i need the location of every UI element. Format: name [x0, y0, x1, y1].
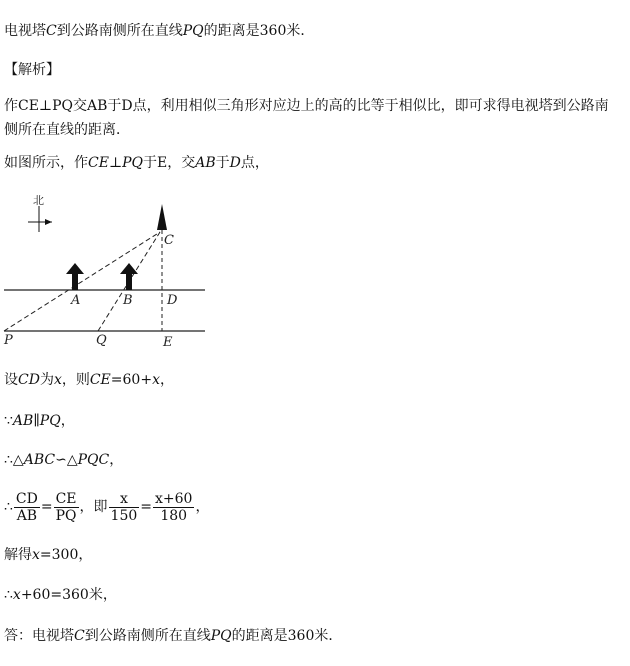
jiexi-heading: 【解析】	[4, 62, 60, 78]
step-solve: 解得x=300，	[4, 547, 93, 563]
building-a-icon	[66, 263, 84, 290]
label-a: A	[71, 293, 81, 308]
label-e: E	[163, 335, 173, 350]
fraction-x-150: $\frac{x}{150}$	[110, 490, 138, 524]
north-label: 北	[33, 194, 44, 207]
compass-icon	[28, 206, 52, 232]
fraction-cd-ab: $\frac{CD}{AB}$	[15, 490, 38, 524]
tower-icon	[157, 204, 167, 230]
construction-line: 如图所示，作CE⊥PQ于E，交AB于D点，	[4, 155, 269, 171]
step-parallel: ∵AB∥PQ，	[4, 413, 75, 429]
final-answer: 答：电视塔C到公路南侧所在直线PQ的距离是360米．	[4, 628, 343, 644]
label-d: D	[167, 293, 178, 308]
fraction-ce-pq: $\frac{CE}{PQ}$	[55, 490, 77, 524]
building-b-icon	[120, 263, 138, 290]
label-b: B	[123, 293, 133, 308]
step-similar: ∴△ABC∽△PQC，	[4, 452, 124, 468]
label-p: P	[4, 333, 13, 348]
fraction-x60-180: $\frac{x+60}{180}$	[155, 490, 193, 524]
sight-line-pc	[4, 232, 160, 331]
geometry-diagram	[0, 192, 215, 352]
answer-line-top: 电视塔C到公路南侧所在直线PQ的距离是360米．	[4, 23, 315, 39]
step-ratio: ∴ $\frac{CD}{AB}$ = $\frac{CE}{PQ}$ ，即 $\frac{x}{150}$ = $\frac{x+60}{180}$ ，	[4, 490, 210, 524]
label-c: C	[164, 233, 174, 248]
label-q: Q	[96, 333, 107, 348]
step-result: ∴x+60=360米，	[4, 587, 117, 603]
step-set-variable: 设CD为x，则CE=60+x，	[4, 372, 174, 388]
analysis-paragraph: 作CE⊥PQ交AB于D点，利用相似三角形对应边上的高的比等于相似比，即可求得电视塔到公路南侧所在直线的距离．	[4, 98, 609, 138]
